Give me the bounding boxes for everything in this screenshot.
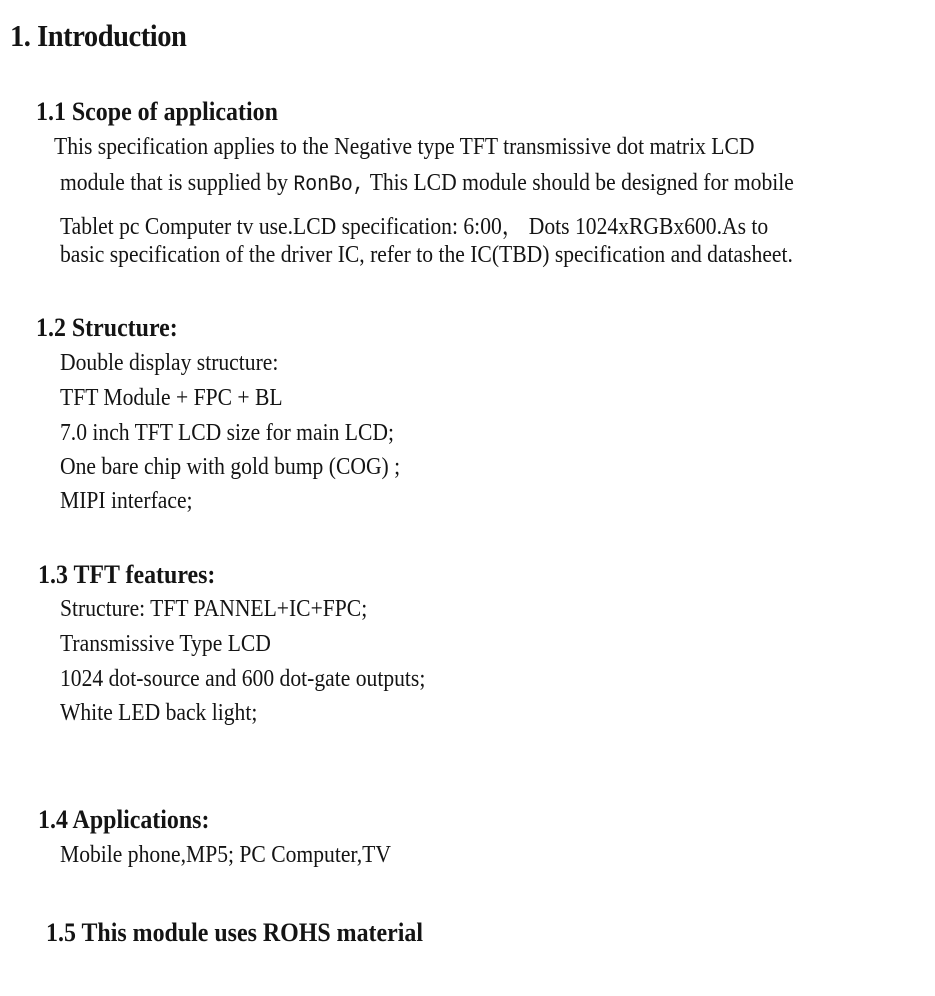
application-item: Mobile phone,MP5; PC Computer,TV	[60, 842, 391, 868]
feature-item: 1024 dot-source and 600 dot-gate outputs;	[60, 666, 426, 692]
feature-item: Structure: TFT PANNEL+IC+FPC;	[60, 596, 368, 622]
section-title-rohs: 1.5 This module uses ROHS material	[46, 918, 423, 947]
section-title-structure: 1.2 Structure:	[36, 313, 178, 342]
section-title-features: 1.3 TFT features:	[38, 560, 216, 589]
scope-line-2-pre: module that is supplied by	[60, 170, 294, 196]
scope-line-2-post: This LCD module should be designed for mobile	[364, 170, 794, 196]
brand-name: RonBo,	[293, 172, 365, 197]
structure-item: 7.0 inch TFT LCD size for main LCD;	[60, 420, 394, 446]
scope-line-2	[60, 170, 794, 197]
scope-line-3: Tablet pc Computer tv use.LCD specification: 6:00， Dots 1024xRGBx600.As to	[60, 214, 769, 240]
structure-item: TFT Module + FPC + BL	[60, 385, 283, 411]
structure-item: MIPI interface;	[60, 488, 193, 514]
scope-line-1: This specification applies to the Negative type TFT transmissive dot matrix LCD	[54, 134, 755, 160]
scope-line-4: basic specification of the driver IC, refer to the IC(TBD) specification and datasheet.	[60, 242, 793, 268]
section-title-applications: 1.4 Applications:	[38, 805, 210, 834]
structure-item: One bare chip with gold bump (COG) ;	[60, 454, 401, 480]
feature-item: White LED back light;	[60, 700, 258, 726]
structure-item: Double display structure:	[60, 350, 279, 376]
section-title-scope: 1.1 Scope of application	[36, 97, 278, 126]
feature-item: Transmissive Type LCD	[60, 631, 271, 657]
page-heading: 1. Introduction	[10, 18, 187, 53]
